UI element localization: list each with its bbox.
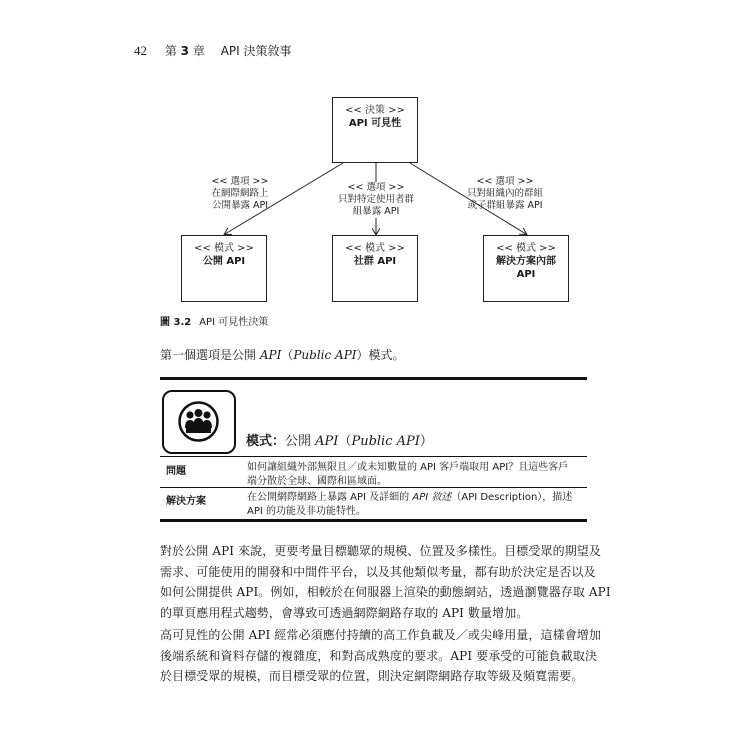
body-paragraph-1: 對於公開 API 來說，更要考量目標聽眾的規模、位置及多樣性。目標受眾的期望及 需求、可能使用的開發和中間件平台，以及其他類似考量，都有助於決定是否以及 如何公開提供 API。例如，相較於在伺服器上渲染的動態網站，透過瀏覽器存取 API 的單頁應用程式趨勢，會導致可透過網際網路存取的 API 數量增加。 (160, 544, 611, 620)
problem-label: 問題 (166, 466, 186, 477)
pattern-box-public: << 模式 >> 公開 API (181, 235, 267, 302)
decision-box (332, 97, 418, 163)
solution-label: 解決方案 (166, 496, 206, 507)
body-paragraph-2: 高可見性的公開 API 經常必須應付持續的高工作負載及／或尖峰用量，這樣會增加 後端系統和資料存儲的複雜度，和對高成熟度的要求。API 要承受的可能負載取決 於目標受眾的規模，而目標受眾的位置，則決定網際網路存取等級及頻寬需要。 (160, 628, 602, 683)
solution-text: 在公開網際網路上暴露 API 及詳細的 API 敘述（API Description），描述 API 的功能及非功能特性。 (247, 492, 573, 517)
chapter-title: API 決策敘事 (220, 44, 292, 58)
intro-sentence: 第一個選項是公開 API（Public API）模式。 (160, 348, 405, 362)
option-label-community: << 選項 >> 只對特定使用者群 組暴露 API (326, 182, 426, 218)
option-label-internal: << 選項 >> 只對組織內的群組 或子群組暴露 API (466, 176, 543, 211)
community-group-icon (162, 390, 236, 454)
figure-caption (160, 313, 268, 328)
decision-name: API 可見性 (348, 118, 402, 129)
pattern-header-rule (160, 456, 587, 457)
problem-text: 如何讓組織外部無限且／或未知數量的 API 客戶端取用 API？且這些客戶 端分散於全球、國際和區域面。 (247, 462, 569, 487)
decision-tag: << 決策 >> (345, 105, 405, 116)
pattern-box-community: << 模式 >> 社群 API (332, 235, 418, 302)
page-number: 42 (134, 43, 147, 58)
pattern-bottom-rule (160, 519, 587, 522)
figure-number: 圖 3.2 (160, 317, 192, 328)
figure-title: API 可見性決策 (199, 317, 269, 328)
pattern-row-rule (160, 487, 587, 488)
pattern-top-rule (160, 377, 587, 380)
option-label-public: << 選項 >> 在網際網路上 公開暴露 API (211, 176, 269, 211)
pattern-title: 模式：公開 API（Public API） (246, 434, 433, 449)
pattern-box-internal: << 模式 >> 解決方案內部 API (483, 235, 569, 302)
chapter-label: 第 3 章 (164, 44, 205, 58)
